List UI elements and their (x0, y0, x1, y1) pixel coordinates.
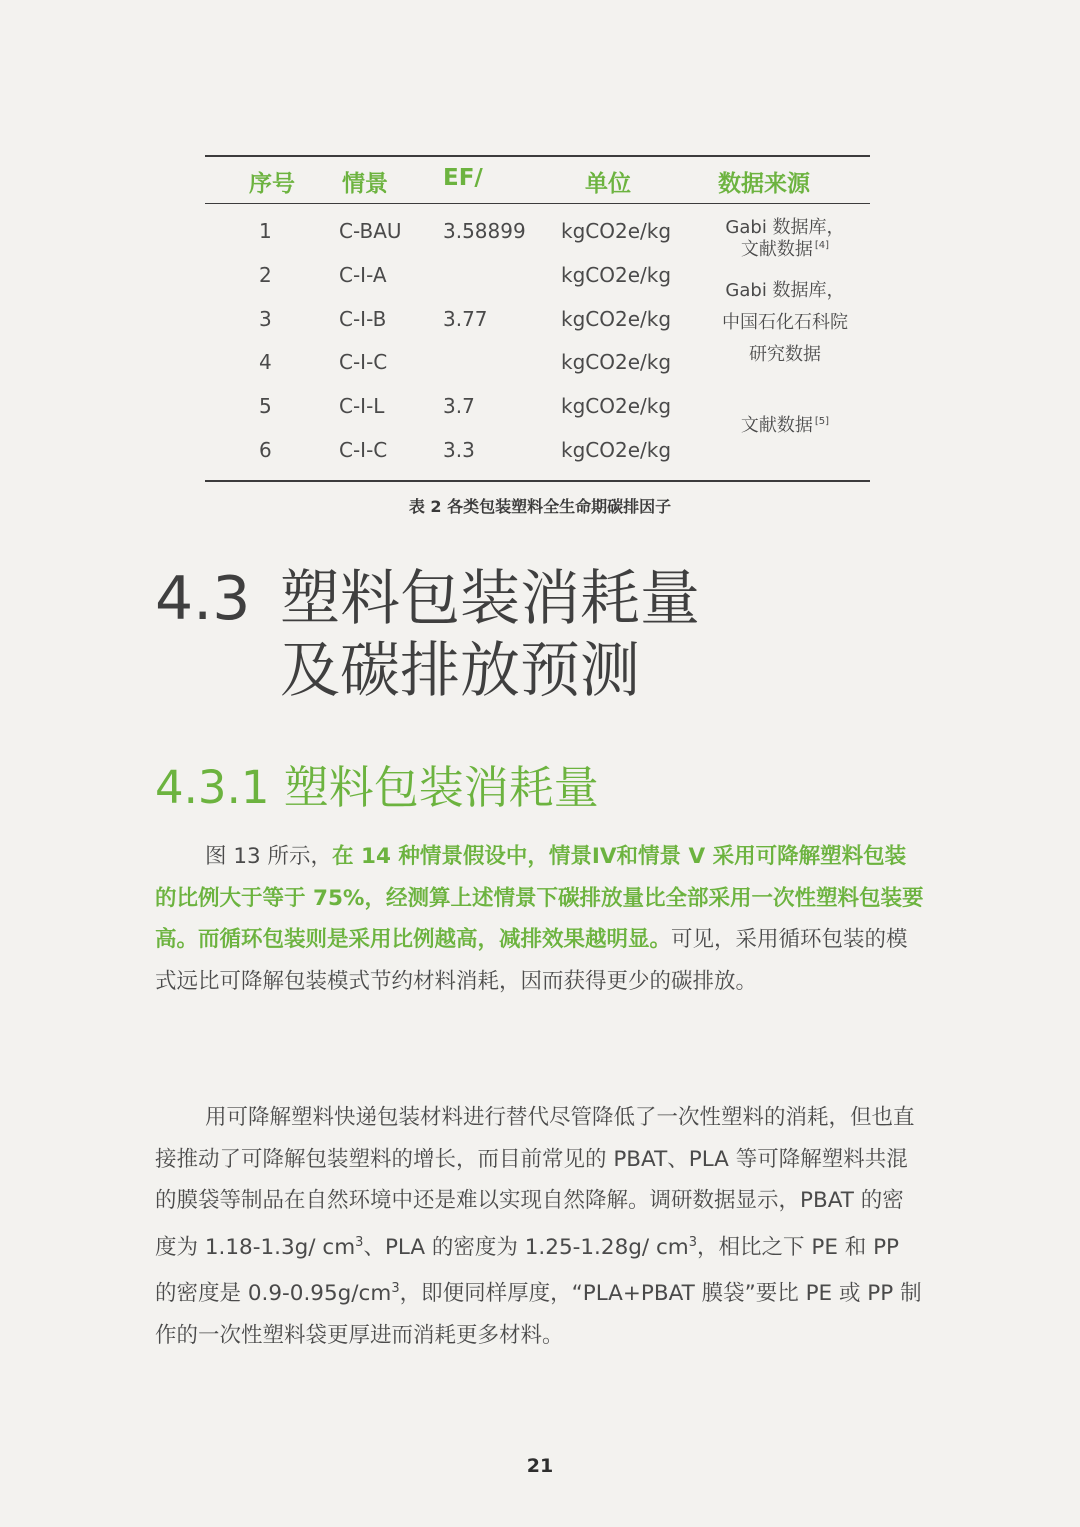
source-group-1 (705, 217, 865, 261)
table-top-rule (205, 155, 870, 157)
para1-highlight: 在 14 种情景假设中，情景IV和情景 V 采用可降解塑料包装的比例大于等于 75%，经测算上述情景下碳排放量比全部采用一次性塑料包装要高。而循环包装则是采用比例越高，减排效果越明显。 (155, 844, 924, 952)
section-title-line2: 及碳排放预测 (280, 636, 640, 706)
table-cell-unit: kgCO2e/kg (561, 307, 672, 331)
table-cell-index: 2 (259, 263, 272, 287)
source-line: Gabi 数据库， (725, 217, 845, 238)
table-caption: 表 2 各类包装塑料全生命期碳排因子 (408, 497, 672, 516)
subsection-heading: 4.3.1 塑料包装消耗量 (155, 761, 599, 814)
para1-lead: 图 13 所示， (205, 844, 333, 869)
superscript: 3 (391, 1281, 400, 1297)
table-cell-unit: kgCO2e/kg (561, 438, 672, 462)
source-line: 文献数据 [4] (740, 239, 830, 260)
table-cell-index: 4 (259, 350, 272, 374)
table-cell-ef: 3.7 (443, 394, 475, 418)
table-cell-index: 6 (259, 438, 272, 462)
source-group-3 (700, 415, 870, 437)
para2-text: 用可降解塑料快递包装材料进行替代尽管降低了一次性塑料的消耗，但也直接推动了可降解包装塑料的增长，而目前常见的 PBAT、PLA 等可降解塑料共混的膜袋等制品在自然环境中还是难以实现自然降解。调研数据显示，PBAT 的密度为 1.18-1.3g/ cm (155, 1105, 915, 1260)
table-cell-unit: kgCO2e/kg (561, 350, 672, 374)
para1-tail: 可见，采用循环包装的模式远比可降解包装模式节约材料消耗，因而获得更少的碳排放。 (155, 927, 908, 994)
table-cell-ef: 3.3 (443, 438, 475, 462)
table-cell-scenario: C-I-B (339, 307, 387, 331)
table-cell-index: 5 (259, 394, 272, 418)
paragraph-1 (155, 836, 925, 1002)
table-cell-ef: 3.77 (443, 307, 488, 331)
section-heading (155, 563, 700, 635)
header-unit: 单位 (585, 171, 631, 197)
section-title-line1: 塑料包装消耗量 (280, 564, 700, 634)
header-source: 数据来源 (718, 171, 810, 197)
source-line: 研究数据 (749, 344, 821, 365)
header-ef: EF/ (443, 165, 483, 191)
table-cell-unit: kgCO2e/kg (561, 263, 672, 287)
header-scenario: 情景 (342, 171, 388, 197)
table-cell-unit: kgCO2e/kg (561, 394, 672, 418)
citation-ref: [4] (814, 240, 830, 251)
source-line: Gabi 数据库， (725, 280, 845, 301)
paragraph-2 (155, 1097, 925, 1356)
para2-text: ，相比之下 PE 和 PP 的密度是 0.9-0.95g/cm (155, 1234, 900, 1307)
table-cell-ef: 3.58899 (443, 219, 526, 243)
table-bottom-rule (205, 480, 870, 482)
header-index: 序号 (249, 171, 295, 197)
table-cell-scenario: C-I-C (339, 350, 388, 374)
source-line: 中国石化石科院 (722, 312, 848, 333)
table-cell-scenario: C-I-L (339, 394, 385, 418)
table-cell-unit: kgCO2e/kg (561, 219, 672, 243)
superscript: 3 (355, 1234, 364, 1250)
source-line: 文献数据 [5] (740, 415, 830, 436)
table-cell-scenario: C-I-A (339, 263, 387, 287)
page-number: 21 (526, 1455, 554, 1477)
citation-ref: [5] (814, 416, 830, 427)
section-number: 4.3 (155, 564, 251, 634)
table-header-rule (205, 203, 870, 204)
table-cell-scenario: C-I-C (339, 438, 388, 462)
source-group-2 (700, 275, 870, 371)
table-cell-scenario: C-BAU (339, 219, 402, 243)
superscript: 3 (688, 1234, 698, 1250)
para2-text: ，即便同样厚度，“PLA+PBAT 膜袋”要比 PE 或 PP 制作的一次性塑料袋更厚进而消耗更多材料。 (155, 1281, 922, 1348)
table-cell-index: 1 (259, 219, 272, 243)
table-cell-index: 3 (259, 307, 272, 331)
para2-text: 、PLA 的密度为 1.25-1.28g/ cm (363, 1234, 689, 1260)
